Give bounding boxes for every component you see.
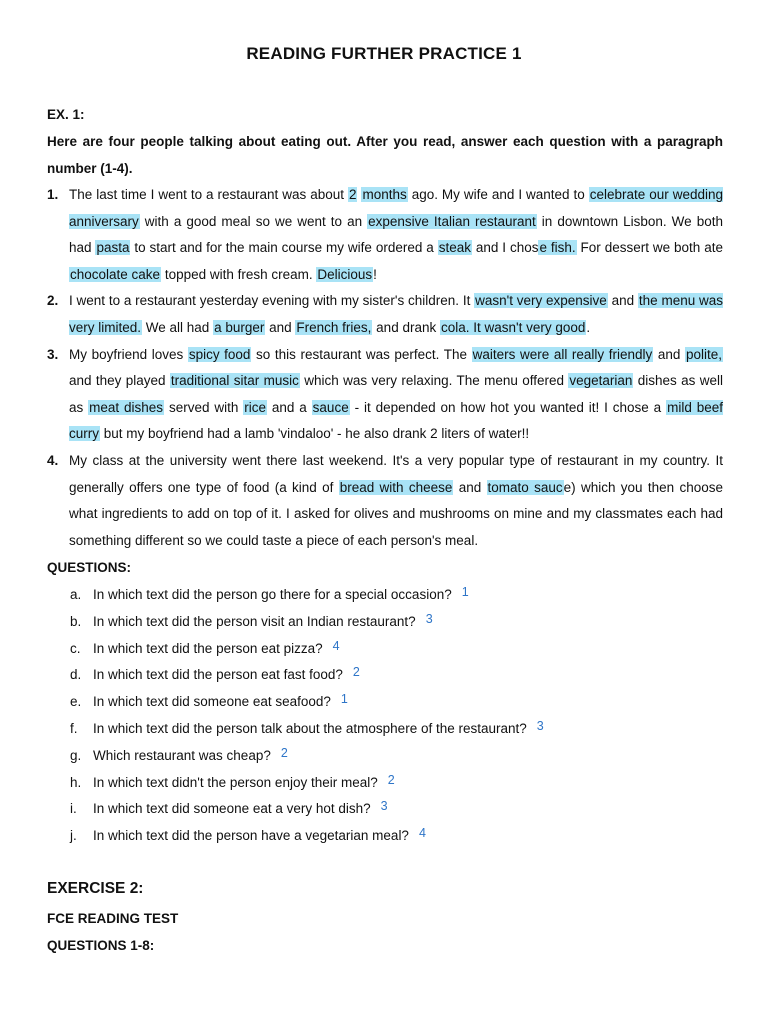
exercise-2-questions-label: QUESTIONS 1-8: — [47, 938, 155, 953]
question-item — [70, 716, 720, 743]
questions-heading: QUESTIONS: — [47, 560, 132, 575]
question-text: In which text did the person visit an Indian restaurant? — [93, 613, 416, 629]
paragraph-number: 4. — [47, 452, 59, 468]
highlighted-phrase: sauce — [312, 399, 349, 415]
highlighted-phrase: vegetarian — [569, 373, 633, 389]
question-letter: d. — [70, 667, 82, 683]
paragraph-text: which was very relaxing. The menu offered — [299, 373, 569, 389]
paragraph-text: ! — [373, 266, 377, 282]
exercise-1-label: EX. 1: — [47, 107, 85, 122]
paragraph-text: We all had — [142, 319, 214, 335]
question-letter: g. — [70, 747, 82, 763]
paragraph-number: 2. — [47, 293, 59, 309]
paragraph-text: My class at the university went there last weekend. It's a very popular type of restaurant in my country. It generally offers one type of food (a kind of — [69, 452, 723, 495]
exercise-2-subheading: FCE READING TEST — [47, 911, 179, 926]
highlighted-phrase: meat dishes — [89, 399, 164, 415]
highlighted-phrase: the menu was very limited. — [69, 293, 724, 335]
handwritten-answer: 4 — [332, 638, 340, 653]
highlighted-phrase: e fish. — [539, 240, 576, 256]
highlighted-phrase: a burger — [214, 319, 265, 335]
handwritten-answer: 1 — [461, 585, 469, 599]
page-title: READING FURTHER PRACTICE 1 — [246, 44, 522, 63]
handwritten-answer: 2 — [387, 772, 395, 787]
paragraph-text: served with — [164, 399, 244, 415]
highlighted-phrase: expensive Italian restaurant — [368, 213, 536, 229]
paragraph-text: and — [653, 346, 685, 362]
exercise-1-instructions: Here are four people talking about eating out. After you read, answer each question with a paragraph number (1-4). — [47, 134, 723, 176]
highlighted-phrase: steak — [438, 240, 471, 256]
question-text: In which text did the person talk about the atmosphere of the restaurant? — [93, 720, 527, 736]
paragraph-text: e) which you then choose what ingredients to add on top of it. I asked for olives and mushrooms on mine and my classmates each had something different so we could taste a piece of each person's meal. — [69, 479, 723, 548]
question-text: In which text did the person go there for a special occasion? — [93, 587, 452, 602]
exercise-2-heading: EXERCISE 2: — [47, 880, 144, 897]
question-letter: b. — [70, 613, 82, 629]
highlighted-phrase: pasta — [96, 240, 130, 256]
highlighted-phrase: tomato sauc — [487, 479, 563, 495]
question-letter: c. — [70, 640, 81, 656]
handwritten-answer: 3 — [425, 611, 433, 626]
paragraph-text: For dessert we both ate — [576, 240, 723, 256]
handwritten-answer: 2 — [352, 665, 360, 680]
highlighted-phrase: cola. It wasn't very good — [440, 319, 586, 335]
paragraph-2 — [47, 288, 723, 341]
question-item — [70, 770, 720, 797]
handwritten-answer: 2 — [280, 745, 288, 760]
paragraph-number: 3. — [47, 346, 59, 362]
paragraph-text: and they played — [69, 373, 170, 389]
paragraph-text: I went to a restaurant yesterday evening with my sister's children. It — [69, 293, 475, 309]
paragraph-text: topped with fresh cream. — [161, 266, 317, 282]
question-item — [70, 823, 720, 850]
question-item — [70, 662, 720, 689]
paragraph-text: and — [453, 479, 487, 495]
question-item — [70, 609, 720, 636]
highlighted-phrase: Delicious — [317, 266, 373, 282]
paragraph-4 — [47, 448, 723, 554]
question-text: In which text did someone eat seafood? — [93, 694, 331, 710]
question-item — [70, 689, 720, 716]
paragraph-text: so this restaurant was perfect. The — [251, 346, 472, 362]
paragraph-text: and a — [267, 399, 312, 415]
paragraph-text: to start and for the main course my wife ordered a — [130, 240, 438, 256]
paragraph-text: . — [586, 319, 591, 335]
question-letter: j. — [70, 828, 77, 844]
highlighted-phrase: chocolate cake — [70, 266, 161, 282]
paragraph-text: but my boyfriend had a lamb 'vindaloo' - he also drank 2 liters of water!! — [100, 426, 530, 442]
paragraph-text: and drank — [372, 319, 440, 335]
question-text: In which text did the person eat pizza? — [93, 640, 323, 656]
paragraph-text: and I chos — [471, 240, 539, 256]
reading-paragraphs — [47, 182, 723, 554]
paragraph-number: 1. — [47, 187, 59, 202]
highlighted-phrase: wasn't very expensive — [475, 293, 607, 309]
question-item — [70, 743, 720, 770]
highlighted-phrase: bread with cheese — [339, 479, 453, 495]
highlighted-phrase: rice — [244, 399, 266, 415]
question-letter: a. — [70, 587, 82, 602]
paragraph-1 — [47, 182, 723, 288]
question-text: Which restaurant was cheap? — [93, 747, 271, 763]
paragraph-text: The last time I went to a restaurant was about — [69, 187, 348, 202]
highlighted-phrase: waiters were all really friendly — [472, 346, 653, 362]
paragraph-text: and — [265, 319, 296, 335]
question-text: In which text did the person have a vegetarian meal? — [93, 828, 409, 844]
question-letter: e. — [70, 694, 82, 710]
question-letter: h. — [70, 774, 82, 790]
question-text: In which text didn't the person enjoy their meal? — [93, 774, 378, 790]
highlighted-phrase: 2 — [348, 187, 357, 202]
handwritten-answer: 4 — [418, 826, 426, 841]
paragraph-text: My boyfriend loves — [69, 346, 188, 362]
question-letter: f. — [70, 720, 78, 736]
question-text: In which text did someone eat a very hot dish? — [93, 801, 371, 817]
highlighted-phrase: mild beef curry — [69, 399, 723, 442]
highlighted-phrase: traditional sitar music — [170, 373, 299, 389]
question-item — [70, 796, 720, 823]
question-item — [70, 636, 720, 663]
paragraph-text: and — [607, 293, 638, 309]
paragraph-text: - it depended on how hot you wanted it! I chose a — [349, 399, 667, 415]
handwritten-answer: 1 — [340, 692, 348, 707]
question-list — [70, 582, 720, 850]
question-text: In which text did the person eat fast food? — [93, 667, 343, 683]
highlighted-phrase: celebrate our wedding anniversary — [69, 187, 724, 229]
highlighted-phrase: French fries, — [296, 319, 372, 335]
handwritten-answer: 3 — [380, 799, 388, 814]
paragraph-text: ago. My wife and I wanted to — [407, 187, 589, 202]
question-item — [70, 582, 720, 609]
highlighted-phrase: spicy food — [188, 346, 251, 362]
question-letter: i. — [70, 801, 77, 817]
highlighted-phrase: polite, — [685, 346, 723, 362]
paragraph-text: with a good meal so we went to an — [139, 213, 368, 229]
paragraph-text: in downtown Lisbon. We both had — [69, 213, 723, 256]
handwritten-answer: 3 — [536, 718, 544, 733]
highlighted-phrase: months — [362, 187, 407, 202]
paragraph-3 — [47, 342, 723, 448]
paragraph-text: dishes as well as — [69, 373, 723, 415]
